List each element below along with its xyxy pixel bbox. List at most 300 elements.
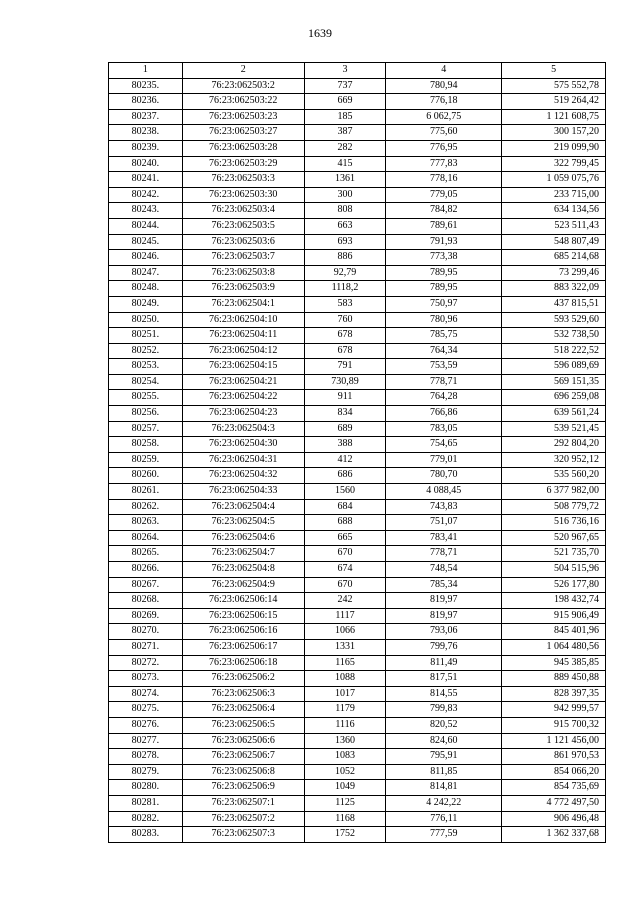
table-cell: 4 088,45 — [386, 484, 502, 500]
table-cell: 185 — [304, 109, 386, 125]
table-cell: 76:23:062504:15 — [182, 359, 304, 375]
table-cell: 80270. — [109, 624, 183, 640]
table-row — [109, 172, 606, 188]
table-cell: 76:23:062506:6 — [182, 733, 304, 749]
table-cell: 678 — [304, 343, 386, 359]
table-cell: 886 — [304, 250, 386, 266]
table-cell: 777,83 — [386, 156, 502, 172]
table-cell: 73 299,46 — [502, 265, 606, 281]
table-cell: 76:23:062504:10 — [182, 312, 304, 328]
table-row — [109, 78, 606, 94]
table-cell: 76:23:062503:22 — [182, 94, 304, 110]
table-cell: 791,93 — [386, 234, 502, 250]
table-cell: 776,11 — [386, 811, 502, 827]
table-cell: 785,75 — [386, 328, 502, 344]
table-cell: 76:23:062504:8 — [182, 562, 304, 578]
table-cell: 776,95 — [386, 140, 502, 156]
table-cell: 942 999,57 — [502, 702, 606, 718]
table-cell: 80255. — [109, 390, 183, 406]
table-cell: 80248. — [109, 281, 183, 297]
table-cell: 824,60 — [386, 733, 502, 749]
table-cell: 1560 — [304, 484, 386, 500]
table-row — [109, 546, 606, 562]
table-cell: 791 — [304, 359, 386, 375]
table-cell: 784,82 — [386, 203, 502, 219]
table-cell: 80249. — [109, 296, 183, 312]
table-row — [109, 764, 606, 780]
table-cell: 80259. — [109, 452, 183, 468]
table-cell: 76:23:062507:2 — [182, 811, 304, 827]
table-cell: 6 377 982,00 — [502, 484, 606, 500]
table-cell: 80244. — [109, 218, 183, 234]
table-cell: 799,76 — [386, 639, 502, 655]
table-cell: 521 735,70 — [502, 546, 606, 562]
table-cell: 76:23:062504:21 — [182, 374, 304, 390]
table-cell: 76:23:062506:17 — [182, 639, 304, 655]
table-cell: 945 385,85 — [502, 655, 606, 671]
table-cell: 76:23:062507:1 — [182, 795, 304, 811]
table-cell: 789,95 — [386, 281, 502, 297]
table-row — [109, 250, 606, 266]
table-cell: 1165 — [304, 655, 386, 671]
table-cell: 80258. — [109, 437, 183, 453]
table-cell: 583 — [304, 296, 386, 312]
table-cell: 775,60 — [386, 125, 502, 141]
table-cell: 80242. — [109, 187, 183, 203]
table-cell: 80257. — [109, 421, 183, 437]
table-cell: 76:23:062503:7 — [182, 250, 304, 266]
table-cell: 1 059 075,76 — [502, 172, 606, 188]
table-row — [109, 125, 606, 141]
table-cell: 80237. — [109, 109, 183, 125]
table-cell: 811,85 — [386, 764, 502, 780]
table-cell: 670 — [304, 546, 386, 562]
table-cell: 76:23:062503:27 — [182, 125, 304, 141]
table-cell: 76:23:062504:30 — [182, 437, 304, 453]
table-cell: 915 906,49 — [502, 608, 606, 624]
table-cell: 1017 — [304, 686, 386, 702]
table-row — [109, 499, 606, 515]
table-cell: 795,91 — [386, 749, 502, 765]
table-header-row — [109, 63, 606, 79]
table-cell: 665 — [304, 530, 386, 546]
table-cell: 596 089,69 — [502, 359, 606, 375]
column-header: 1 — [109, 63, 183, 79]
table-row — [109, 187, 606, 203]
table-cell: 1360 — [304, 733, 386, 749]
table-cell: 80267. — [109, 577, 183, 593]
table-cell: 760 — [304, 312, 386, 328]
table-cell: 811,49 — [386, 655, 502, 671]
table-cell: 834 — [304, 406, 386, 422]
table-cell: 750,97 — [386, 296, 502, 312]
table-cell: 76:23:062503:8 — [182, 265, 304, 281]
table-cell: 1088 — [304, 671, 386, 687]
table-cell: 322 799,45 — [502, 156, 606, 172]
table-cell: 80247. — [109, 265, 183, 281]
table-cell: 76:23:062504:23 — [182, 406, 304, 422]
column-header: 3 — [304, 63, 386, 79]
table-cell: 80279. — [109, 764, 183, 780]
table-cell: 80252. — [109, 343, 183, 359]
table-cell: 437 815,51 — [502, 296, 606, 312]
table-cell: 1331 — [304, 639, 386, 655]
table-cell: 634 134,56 — [502, 203, 606, 219]
table-cell: 526 177,80 — [502, 577, 606, 593]
table-cell: 789,61 — [386, 218, 502, 234]
table-row — [109, 484, 606, 500]
table-cell: 76:23:062503:9 — [182, 281, 304, 297]
table-cell: 80274. — [109, 686, 183, 702]
table-cell: 523 511,43 — [502, 218, 606, 234]
table-row — [109, 795, 606, 811]
table-cell: 754,65 — [386, 437, 502, 453]
table-cell: 1179 — [304, 702, 386, 718]
table-row — [109, 359, 606, 375]
table-cell: 80256. — [109, 406, 183, 422]
table-cell: 80269. — [109, 608, 183, 624]
table-cell: 1066 — [304, 624, 386, 640]
table-cell: 1118,2 — [304, 281, 386, 297]
table-cell: 80277. — [109, 733, 183, 749]
table-cell: 773,38 — [386, 250, 502, 266]
table-cell: 883 322,09 — [502, 281, 606, 297]
table-row — [109, 671, 606, 687]
table-cell: 80271. — [109, 639, 183, 655]
table-cell: 219 099,90 — [502, 140, 606, 156]
table-cell: 80240. — [109, 156, 183, 172]
table-cell: 861 970,53 — [502, 749, 606, 765]
table-row — [109, 811, 606, 827]
table-cell: 300 — [304, 187, 386, 203]
table-cell: 76:23:062506:16 — [182, 624, 304, 640]
table-row — [109, 452, 606, 468]
table-cell: 282 — [304, 140, 386, 156]
table-cell: 76:23:062504:9 — [182, 577, 304, 593]
table-cell: 663 — [304, 218, 386, 234]
table-cell: 779,05 — [386, 187, 502, 203]
table-row — [109, 437, 606, 453]
table-cell: 233 715,00 — [502, 187, 606, 203]
table-cell: 300 157,20 — [502, 125, 606, 141]
table-cell: 80275. — [109, 702, 183, 718]
table-cell: 80250. — [109, 312, 183, 328]
table-cell: 80281. — [109, 795, 183, 811]
table-cell: 688 — [304, 515, 386, 531]
table-cell: 320 952,12 — [502, 452, 606, 468]
table-row — [109, 421, 606, 437]
table-row — [109, 686, 606, 702]
table-cell: 76:23:062504:12 — [182, 343, 304, 359]
table-cell: 80245. — [109, 234, 183, 250]
table-cell: 539 521,45 — [502, 421, 606, 437]
table-row — [109, 406, 606, 422]
table-cell: 730,89 — [304, 374, 386, 390]
table-cell: 6 062,75 — [386, 109, 502, 125]
table-cell: 593 529,60 — [502, 312, 606, 328]
table-cell: 519 264,42 — [502, 94, 606, 110]
table-cell: 76:23:062506:14 — [182, 593, 304, 609]
table-row — [109, 343, 606, 359]
table-cell: 80283. — [109, 827, 183, 843]
table-cell: 504 515,96 — [502, 562, 606, 578]
table-cell: 776,18 — [386, 94, 502, 110]
table-cell: 1049 — [304, 780, 386, 796]
table-cell: 1 362 337,68 — [502, 827, 606, 843]
table-row — [109, 562, 606, 578]
table-cell: 198 432,74 — [502, 593, 606, 609]
table-cell: 76:23:062506:3 — [182, 686, 304, 702]
table-cell: 915 700,32 — [502, 717, 606, 733]
table-cell: 80266. — [109, 562, 183, 578]
table-cell: 76:23:062504:31 — [182, 452, 304, 468]
table-cell: 696 259,08 — [502, 390, 606, 406]
column-header: 5 — [502, 63, 606, 79]
table-cell: 535 560,20 — [502, 468, 606, 484]
table-cell: 76:23:062504:32 — [182, 468, 304, 484]
table-cell: 780,70 — [386, 468, 502, 484]
table-cell: 76:23:062506:9 — [182, 780, 304, 796]
table-cell: 80273. — [109, 671, 183, 687]
table-cell: 76:23:062503:29 — [182, 156, 304, 172]
table-cell: 92,79 — [304, 265, 386, 281]
table-cell: 80276. — [109, 717, 183, 733]
table-row — [109, 390, 606, 406]
table-cell: 80254. — [109, 374, 183, 390]
table-cell: 80280. — [109, 780, 183, 796]
table-cell: 76:23:062504:11 — [182, 328, 304, 344]
table-cell: 76:23:062503:3 — [182, 172, 304, 188]
table-cell: 76:23:062503:6 — [182, 234, 304, 250]
table-body — [109, 78, 606, 842]
table-row — [109, 624, 606, 640]
table-cell: 906 496,48 — [502, 811, 606, 827]
table-row — [109, 733, 606, 749]
table-cell: 80241. — [109, 172, 183, 188]
table-cell: 548 807,49 — [502, 234, 606, 250]
table-cell: 76:23:062506:18 — [182, 655, 304, 671]
table-cell: 1 121 456,00 — [502, 733, 606, 749]
table-cell: 799,83 — [386, 702, 502, 718]
table-cell: 76:23:062504:5 — [182, 515, 304, 531]
table-row — [109, 94, 606, 110]
table-row — [109, 328, 606, 344]
table-row — [109, 827, 606, 843]
table-cell: 1 121 608,75 — [502, 109, 606, 125]
table-cell: 854 735,69 — [502, 780, 606, 796]
table-cell: 808 — [304, 203, 386, 219]
table-row — [109, 374, 606, 390]
table-cell: 780,96 — [386, 312, 502, 328]
table-cell: 753,59 — [386, 359, 502, 375]
table-row — [109, 608, 606, 624]
table-cell: 845 401,96 — [502, 624, 606, 640]
table-row — [109, 717, 606, 733]
table-row — [109, 577, 606, 593]
table-cell: 80282. — [109, 811, 183, 827]
table-cell: 737 — [304, 78, 386, 94]
table-cell: 76:23:062503:30 — [182, 187, 304, 203]
table-cell: 1117 — [304, 608, 386, 624]
table-cell: 689 — [304, 421, 386, 437]
table-cell: 76:23:062506:7 — [182, 749, 304, 765]
table-cell: 817,51 — [386, 671, 502, 687]
table-cell: 508 779,72 — [502, 499, 606, 515]
table-row — [109, 702, 606, 718]
table-row — [109, 140, 606, 156]
table-cell: 80236. — [109, 94, 183, 110]
table-cell: 415 — [304, 156, 386, 172]
table-cell: 751,07 — [386, 515, 502, 531]
table-row — [109, 530, 606, 546]
table-cell: 854 066,20 — [502, 764, 606, 780]
table-cell: 292 804,20 — [502, 437, 606, 453]
table-row — [109, 203, 606, 219]
table-cell: 4 242,22 — [386, 795, 502, 811]
table-cell: 80260. — [109, 468, 183, 484]
table-cell: 678 — [304, 328, 386, 344]
table-cell: 388 — [304, 437, 386, 453]
table-cell: 1 064 480,56 — [502, 639, 606, 655]
table-cell: 686 — [304, 468, 386, 484]
table-cell: 1752 — [304, 827, 386, 843]
table-row — [109, 281, 606, 297]
table-cell: 76:23:062503:2 — [182, 78, 304, 94]
table-cell: 80262. — [109, 499, 183, 515]
table-cell: 1125 — [304, 795, 386, 811]
table-cell: 783,41 — [386, 530, 502, 546]
table-cell: 764,34 — [386, 343, 502, 359]
table-cell: 639 561,24 — [502, 406, 606, 422]
table-cell: 748,54 — [386, 562, 502, 578]
table-cell: 532 738,50 — [502, 328, 606, 344]
table-cell: 1361 — [304, 172, 386, 188]
table-cell: 80268. — [109, 593, 183, 609]
table-cell: 575 552,78 — [502, 78, 606, 94]
table-cell: 669 — [304, 94, 386, 110]
table-row — [109, 265, 606, 281]
table-cell: 80235. — [109, 78, 183, 94]
table-cell: 80239. — [109, 140, 183, 156]
table-cell: 76:23:062503:5 — [182, 218, 304, 234]
table-cell: 780,94 — [386, 78, 502, 94]
table-row — [109, 312, 606, 328]
table-cell: 766,86 — [386, 406, 502, 422]
table-cell: 76:23:062504:6 — [182, 530, 304, 546]
table-cell: 80278. — [109, 749, 183, 765]
table-cell: 412 — [304, 452, 386, 468]
table-cell: 1168 — [304, 811, 386, 827]
table-row — [109, 593, 606, 609]
table-cell: 80264. — [109, 530, 183, 546]
table-cell: 76:23:062503:4 — [182, 203, 304, 219]
table-cell: 76:23:062506:2 — [182, 671, 304, 687]
table-cell: 520 967,65 — [502, 530, 606, 546]
table-cell: 778,71 — [386, 374, 502, 390]
table-cell: 820,52 — [386, 717, 502, 733]
data-table — [108, 62, 606, 843]
column-header: 2 — [182, 63, 304, 79]
table-cell: 674 — [304, 562, 386, 578]
table-row — [109, 156, 606, 172]
table-cell: 911 — [304, 390, 386, 406]
table-cell: 670 — [304, 577, 386, 593]
table-cell: 76:23:062503:28 — [182, 140, 304, 156]
table-cell: 764,28 — [386, 390, 502, 406]
table-cell: 1083 — [304, 749, 386, 765]
table-cell: 76:23:062507:3 — [182, 827, 304, 843]
table-cell: 76:23:062506:15 — [182, 608, 304, 624]
table-row — [109, 468, 606, 484]
table-cell: 1116 — [304, 717, 386, 733]
page-number: 1639 — [308, 26, 332, 40]
table-cell: 76:23:062506:8 — [182, 764, 304, 780]
table-cell: 80246. — [109, 250, 183, 266]
table-cell: 778,71 — [386, 546, 502, 562]
table-cell: 778,16 — [386, 172, 502, 188]
table-cell: 80265. — [109, 546, 183, 562]
table-cell: 76:23:062504:1 — [182, 296, 304, 312]
table-cell: 76:23:062504:3 — [182, 421, 304, 437]
table-cell: 516 736,16 — [502, 515, 606, 531]
table-cell: 789,95 — [386, 265, 502, 281]
table-row — [109, 655, 606, 671]
table-cell: 777,59 — [386, 827, 502, 843]
table-cell: 387 — [304, 125, 386, 141]
table-cell: 518 222,52 — [502, 343, 606, 359]
table-row — [109, 515, 606, 531]
table-row — [109, 780, 606, 796]
table-cell: 783,05 — [386, 421, 502, 437]
table-cell: 819,97 — [386, 608, 502, 624]
table-cell: 76:23:062504:7 — [182, 546, 304, 562]
table-cell: 693 — [304, 234, 386, 250]
table-cell: 785,34 — [386, 577, 502, 593]
table-cell: 685 214,68 — [502, 250, 606, 266]
table-cell: 814,81 — [386, 780, 502, 796]
table-cell: 80243. — [109, 203, 183, 219]
table-cell: 1052 — [304, 764, 386, 780]
table-cell: 80263. — [109, 515, 183, 531]
table-cell: 814,55 — [386, 686, 502, 702]
table-cell: 80272. — [109, 655, 183, 671]
table-cell: 779,01 — [386, 452, 502, 468]
table-cell: 889 450,88 — [502, 671, 606, 687]
table-row — [109, 218, 606, 234]
table-cell: 76:23:062503:23 — [182, 109, 304, 125]
table-cell: 76:23:062504:4 — [182, 499, 304, 515]
table-cell: 4 772 497,50 — [502, 795, 606, 811]
table-cell: 76:23:062504:33 — [182, 484, 304, 500]
table-cell: 743,83 — [386, 499, 502, 515]
table-cell: 76:23:062506:5 — [182, 717, 304, 733]
table-cell: 684 — [304, 499, 386, 515]
table-cell: 828 397,35 — [502, 686, 606, 702]
table-cell: 76:23:062504:22 — [182, 390, 304, 406]
table-cell: 80251. — [109, 328, 183, 344]
table-cell: 242 — [304, 593, 386, 609]
table-cell: 819,97 — [386, 593, 502, 609]
table-cell: 793,06 — [386, 624, 502, 640]
table-cell: 80238. — [109, 125, 183, 141]
table-row — [109, 296, 606, 312]
table-row — [109, 639, 606, 655]
table-cell: 76:23:062506:4 — [182, 702, 304, 718]
table-cell: 569 151,35 — [502, 374, 606, 390]
column-header: 4 — [386, 63, 502, 79]
table-row — [109, 109, 606, 125]
table-cell: 80253. — [109, 359, 183, 375]
